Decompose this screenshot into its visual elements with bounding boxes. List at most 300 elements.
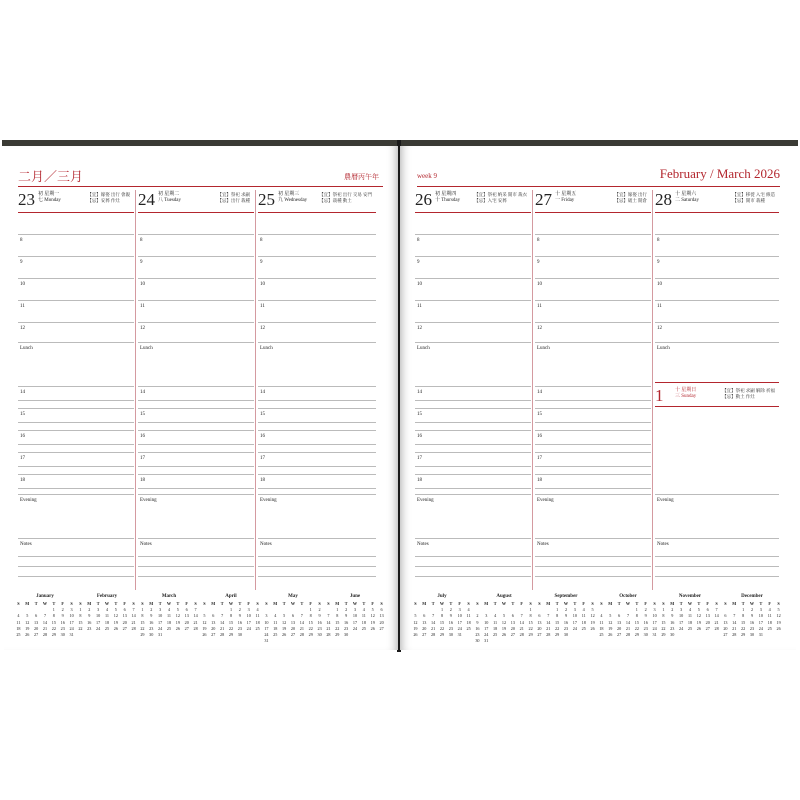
mini-calendar-day: 31 <box>758 632 763 638</box>
mini-calendar-day: 8 <box>336 613 339 619</box>
mini-calendar-day: 8 <box>742 613 745 619</box>
slot-rule <box>258 494 376 495</box>
slot-rule <box>18 494 134 495</box>
half-line <box>18 466 134 467</box>
mini-calendar-day: 26 <box>696 625 701 631</box>
mini-calendar-day: 12 <box>776 613 781 619</box>
mini-calendar-grid <box>76 601 138 632</box>
mini-calendar-day: F <box>644 601 647 606</box>
slot-rule <box>258 256 376 257</box>
mini-calendar-day: 13 <box>290 619 296 625</box>
mini-calendar-day: 3 <box>159 607 162 613</box>
lunar-year: 農曆丙午年 <box>344 173 379 181</box>
mini-calendar-day: T <box>158 601 162 606</box>
mini-calendar-day: 20 <box>537 625 542 631</box>
mini-calendar-day: 25 <box>361 625 366 631</box>
mini-calendar-grid <box>597 601 659 638</box>
mini-calendar-day: W <box>166 601 172 606</box>
mini-calendar-day: 29 <box>528 632 533 638</box>
mini-calendar-day: 4 <box>17 613 20 619</box>
mini-calendar-day: 12 <box>608 619 613 625</box>
mini-calendar-day: 30 <box>475 638 480 644</box>
time-slot-label: Notes <box>657 542 669 547</box>
day-number: 24 <box>138 190 155 209</box>
mini-calendar-day: 30 <box>749 632 755 638</box>
mini-calendar-day: 29 <box>308 632 313 638</box>
slot-rule <box>138 430 254 431</box>
mini-calendar-day: 6 <box>538 613 541 619</box>
mini-calendar-day: T <box>114 601 118 606</box>
day-weekday: 初 星期一 七 Monday <box>38 192 61 203</box>
slot-rule <box>535 474 651 475</box>
slot-rule <box>18 278 134 279</box>
mini-calendar-day: 25 <box>493 632 498 638</box>
mini-calendar-day: 25 <box>273 632 278 638</box>
mini-calendar-day: 27 <box>379 625 384 631</box>
slot-rule <box>655 234 779 235</box>
time-slot-label: 14 <box>140 390 145 395</box>
mini-calendar-day: 21 <box>431 625 436 631</box>
mini-calendar <box>262 594 324 644</box>
slot-rule <box>258 278 376 279</box>
time-slot-label: 12 <box>537 326 542 331</box>
mini-calendar-day: W <box>42 601 48 606</box>
mini-calendar-day: S <box>538 601 541 606</box>
mini-calendar-day: 31 <box>264 638 269 644</box>
mini-calendar-day: M <box>546 601 551 606</box>
day-column <box>655 190 779 590</box>
mini-calendar-day: 9 <box>61 613 64 619</box>
mini-calendar-day: 6 <box>618 613 621 619</box>
mini-calendar-day: 28 <box>546 632 551 638</box>
mini-calendar-day: 5 <box>26 613 29 619</box>
slot-rule <box>655 494 779 495</box>
slot-rule <box>18 300 134 301</box>
mini-calendar-day: 2 <box>61 607 64 613</box>
mini-calendar-day: F <box>768 601 771 606</box>
mini-calendar-day: 7 <box>327 613 330 619</box>
day-weekday: 十 星期五 一 Friday <box>555 192 577 203</box>
mini-calendar-day: 6 <box>185 607 188 613</box>
time-slot-label: 11 <box>657 304 662 309</box>
mini-calendar-day: 24 <box>96 625 101 631</box>
time-slot-label: 11 <box>20 304 25 309</box>
mini-calendar-day: 11 <box>493 619 498 625</box>
half-line <box>138 466 254 467</box>
half-line <box>138 400 254 401</box>
mini-calendar-day: 28 <box>519 632 524 638</box>
mini-calendar-day: 21 <box>732 625 737 631</box>
time-slot-label: 12 <box>260 326 265 331</box>
mini-calendars-right <box>401 594 796 650</box>
mini-calendar-day: 28 <box>131 625 136 631</box>
mini-calendar-day: 4 <box>582 607 585 613</box>
mini-calendar-day: 12 <box>370 613 375 619</box>
notes-line <box>655 576 779 577</box>
half-line <box>258 444 376 445</box>
slot-rule <box>258 342 376 343</box>
mini-calendar-day: 29 <box>634 632 639 638</box>
mini-calendar-day: 1 <box>440 607 444 613</box>
mini-calendar-day: F <box>123 601 126 606</box>
mini-calendar-day: 2 <box>671 607 674 613</box>
mini-calendar-day: 19 <box>413 625 418 631</box>
mini-calendar-day: 30 <box>344 632 349 638</box>
mini-calendar-day: 10 <box>679 613 684 619</box>
mini-calendar-day: 20 <box>422 625 427 631</box>
mini-calendar <box>659 594 721 638</box>
mini-calendar <box>473 594 535 644</box>
sunday-rule <box>655 406 779 407</box>
mini-calendar-day: T <box>176 601 180 606</box>
notes-line <box>655 556 779 557</box>
mini-calendar-day: 11 <box>599 619 604 625</box>
mini-calendar-day: 31 <box>484 638 489 644</box>
mini-calendar-day: 19 <box>370 619 375 625</box>
mini-calendar-day: 9 <box>476 619 479 625</box>
lunar-info: 【宜】嫁娶 出行 會親 【忌】安葬 作灶 <box>87 192 130 203</box>
mini-calendar-day: 10 <box>758 613 763 619</box>
mini-calendar-day: 5 <box>777 607 780 613</box>
mini-calendar-day: 7 <box>194 607 197 613</box>
mini-calendar-day: 26 <box>590 625 595 631</box>
mini-calendar-day: 27 <box>723 632 728 638</box>
mini-calendar-day: 5 <box>203 613 206 619</box>
mini-calendar-day: S <box>591 601 594 606</box>
mini-calendar <box>324 594 386 638</box>
mini-calendar-day: S <box>380 601 383 606</box>
mini-calendar-day: 8 <box>52 613 55 619</box>
mini-calendar-month: June <box>349 594 361 599</box>
mini-calendar-day: 11 <box>687 613 693 619</box>
mini-calendar-day: 5 <box>283 613 286 619</box>
mini-calendar-day: S <box>318 601 321 606</box>
mini-calendar-day: 13 <box>422 619 427 625</box>
mini-calendar <box>535 594 597 638</box>
notes-line <box>258 576 376 577</box>
mini-calendar-day: 9 <box>345 613 348 619</box>
mini-calendar-day: M <box>422 601 427 606</box>
slot-rule <box>18 408 134 409</box>
half-line <box>138 422 254 423</box>
mini-calendar-day: S <box>194 601 197 606</box>
time-slot-label: 9 <box>140 260 143 265</box>
slot-rule <box>18 322 134 323</box>
half-line <box>138 488 254 489</box>
slot-rule <box>535 322 651 323</box>
mini-calendar-day: M <box>484 601 489 606</box>
mini-calendar-day: 11 <box>361 613 366 619</box>
mini-calendar-day: 15 <box>661 619 666 625</box>
mini-calendar-day: 9 <box>318 613 321 619</box>
time-slot-label: 14 <box>417 390 422 395</box>
lunar-info: 【宜】祭祀 納采 開市 裁衣 【忌】入宅 安葬 <box>474 192 527 203</box>
mini-calendar-day: 18 <box>466 619 471 625</box>
mini-calendar-day: 4 <box>467 607 470 613</box>
time-slot-label: 18 <box>537 478 542 483</box>
mini-calendar-day: M <box>87 601 92 606</box>
mini-calendar-day: 23 <box>670 625 675 631</box>
mini-calendar-day: 28 <box>326 632 331 638</box>
time-slot-label: 12 <box>417 326 422 331</box>
day-header-rule <box>415 212 531 213</box>
mini-calendar-day: S <box>653 601 656 606</box>
time-slot-label: Lunch <box>657 346 670 351</box>
mini-calendar-day: 23 <box>60 625 65 631</box>
mini-calendar <box>138 594 200 638</box>
column-separator <box>255 190 256 590</box>
time-slot-label: 14 <box>260 390 265 395</box>
mini-calendar-day: 1 <box>635 607 638 613</box>
mini-calendar-day: 18 <box>767 619 772 625</box>
slot-rule <box>415 322 531 323</box>
slot-rule <box>18 430 134 431</box>
mini-calendar-day: 7 <box>715 607 718 613</box>
mini-calendar-day: T <box>431 601 435 606</box>
mini-calendar-day: T <box>344 601 348 606</box>
mini-calendar-day: 28 <box>193 625 198 631</box>
lunar-info: 【宜】祭祀 求嗣 【忌】出行 栽種 <box>217 192 250 203</box>
mini-calendar-day: 4 <box>600 613 603 619</box>
day-weekday: 初 星期四 十 Thursday <box>435 192 461 203</box>
mini-calendar-day: F <box>185 601 188 606</box>
mini-calendar-day: S <box>203 601 206 606</box>
slot-rule <box>535 342 651 343</box>
mini-calendar-day: 26 <box>501 632 507 638</box>
mini-calendar-day: 1 <box>79 607 82 613</box>
mini-calendar-day: 26 <box>25 632 30 638</box>
time-slot-label: 16 <box>537 434 542 439</box>
mini-calendar-day: 9 <box>564 613 568 619</box>
mini-calendar-day: 13 <box>537 619 542 625</box>
slot-rule <box>258 322 376 323</box>
sunday-header <box>655 386 779 408</box>
page-title-en: February / March 2026 <box>659 166 780 181</box>
mini-calendar-day: 24 <box>457 625 462 631</box>
mini-calendar-day: 7 <box>626 613 630 619</box>
half-line <box>535 466 651 467</box>
mini-calendar-day: 1 <box>141 607 144 613</box>
mini-calendar-month: September <box>554 594 578 599</box>
mini-calendar-day: 14 <box>42 619 48 625</box>
mini-calendar-day: 24 <box>572 625 577 631</box>
mini-calendar-day: 21 <box>625 625 631 631</box>
slot-rule <box>655 278 779 279</box>
column-separator <box>135 190 136 590</box>
mini-calendar-day: 12 <box>501 619 507 625</box>
mini-calendar-day: 4 <box>274 613 277 619</box>
time-slot-label: 12 <box>140 326 145 331</box>
mini-calendar-day: 29 <box>555 632 560 638</box>
time-slot-label: 9 <box>20 260 23 265</box>
mini-calendar-day: 15 <box>228 619 234 625</box>
mini-calendar-day: 17 <box>352 619 358 625</box>
half-line <box>535 422 651 423</box>
mini-calendar-day: 23 <box>643 625 648 631</box>
time-slot-label: Evening <box>20 498 37 503</box>
mini-calendar-day: 17 <box>246 619 251 625</box>
day-column <box>258 190 376 590</box>
mini-calendar-day: 18 <box>273 625 278 631</box>
mini-calendar-day: 7 <box>132 607 135 613</box>
mini-calendar-month: October <box>619 594 637 599</box>
mini-calendar-day: 4 <box>494 613 497 619</box>
mini-calendar-day: 8 <box>556 613 559 619</box>
mini-calendar-day: 3 <box>70 607 73 613</box>
time-slot-label: Notes <box>140 542 152 547</box>
mini-calendar-day: 12 <box>175 613 180 619</box>
day-header-rule <box>535 212 651 213</box>
notes-line <box>655 566 779 567</box>
slot-rule <box>535 408 651 409</box>
mini-calendar-day: 30 <box>563 632 569 638</box>
mini-calendar-month: December <box>741 594 763 599</box>
mini-calendar-day: 22 <box>661 625 666 631</box>
mini-calendar-day: W <box>352 601 358 606</box>
notes-line <box>415 556 531 557</box>
mini-calendar-day: T <box>282 601 286 606</box>
mini-calendar-day: 21 <box>519 625 524 631</box>
mini-calendar-day: 3 <box>485 613 488 619</box>
time-slot-label: 16 <box>260 434 265 439</box>
mini-calendar-day: S <box>467 601 470 606</box>
mini-calendar-day: 15 <box>439 619 445 625</box>
mini-calendar-day: 15 <box>528 619 533 625</box>
time-slot-label: Evening <box>140 498 157 503</box>
mini-calendar-day: 9 <box>150 613 153 619</box>
mini-calendar-day: F <box>61 601 64 606</box>
time-slot-label: 8 <box>260 238 263 243</box>
mini-calendar-day: 28 <box>714 625 719 631</box>
mini-calendar-grid <box>14 601 76 638</box>
mini-calendar-day: 9 <box>238 613 241 619</box>
mini-calendar-day: 2 <box>88 607 91 613</box>
mini-calendar-day: 9 <box>88 613 91 619</box>
mini-calendar-day: 2 <box>750 607 754 613</box>
mini-calendar-day: 15 <box>51 619 56 625</box>
mini-calendar-day: 16 <box>475 625 480 631</box>
mini-calendar-day: 12 <box>696 613 701 619</box>
mini-calendar-day: 19 <box>113 619 118 625</box>
mini-calendar-day: 1 <box>229 607 233 613</box>
time-slot-label: 15 <box>417 412 422 417</box>
mini-calendar-day: 23 <box>317 625 322 631</box>
mini-calendar-day: 3 <box>353 607 357 613</box>
mini-calendar-day: 14 <box>193 613 198 619</box>
mini-calendar-day: 10 <box>652 613 657 619</box>
mini-calendar-day: W <box>104 601 110 606</box>
mini-calendar-day: 22 <box>228 625 234 631</box>
mini-calendar-day: 29 <box>228 632 234 638</box>
mini-calendar-day: 13 <box>211 619 216 625</box>
mini-calendar-day: S <box>132 601 135 606</box>
mini-calendar-grid <box>262 601 324 644</box>
slot-rule <box>535 300 651 301</box>
notes-line <box>18 556 134 557</box>
mini-calendar-day: F <box>520 601 523 606</box>
mini-calendar-day: S <box>476 601 479 606</box>
time-slot-label: 9 <box>657 260 660 265</box>
mini-calendar-day: 7 <box>221 613 224 619</box>
mini-calendar-day: T <box>759 601 763 606</box>
half-line <box>535 444 651 445</box>
mini-calendar-day: 13 <box>723 619 728 625</box>
mini-calendar-day: 15 <box>308 619 313 625</box>
mini-calendar-day: T <box>34 601 38 606</box>
half-line <box>138 444 254 445</box>
day-weekday: 初 星期三 九 Wednesday <box>278 192 308 203</box>
mini-calendar-day: 22 <box>308 625 313 631</box>
mini-calendar-day: 8 <box>529 613 532 619</box>
mini-calendar-day: 7 <box>520 613 523 619</box>
mini-calendar-day: 10 <box>264 619 269 625</box>
mini-calendar-day: 23 <box>87 625 92 631</box>
mini-calendar-day: T <box>635 601 639 606</box>
left-page <box>4 146 398 650</box>
slot-rule <box>138 538 254 539</box>
mini-calendar-day: 24 <box>679 625 684 631</box>
mini-calendar-day: 20 <box>510 625 515 631</box>
half-line <box>18 444 134 445</box>
mini-calendar-day: 3 <box>759 607 762 613</box>
slot-rule <box>18 234 134 235</box>
slot-rule <box>258 408 376 409</box>
mini-calendar-day: 3 <box>573 607 576 613</box>
mini-calendar-day: 4 <box>167 607 171 613</box>
mini-calendar-day: 5 <box>371 607 374 613</box>
half-line <box>258 400 376 401</box>
mini-calendar-day: 13 <box>705 613 710 619</box>
mini-calendar-day: 28 <box>299 632 304 638</box>
notes-line <box>415 566 531 567</box>
mini-calendar-day: 25 <box>166 625 172 631</box>
mini-calendar <box>14 594 76 638</box>
mini-calendar-day: 17 <box>652 619 657 625</box>
time-slot-label: 10 <box>657 282 662 287</box>
mini-calendar-day: 26 <box>776 625 781 631</box>
day-header <box>415 190 531 212</box>
mini-calendar-day: M <box>670 601 675 606</box>
mini-calendar-day: 22 <box>634 625 639 631</box>
slot-rule <box>18 538 134 539</box>
mini-calendar-day: 26 <box>370 625 375 631</box>
mini-calendar-day: 15 <box>634 619 639 625</box>
mini-calendar-day: 31 <box>457 632 462 638</box>
mini-calendar-day: 16 <box>149 619 154 625</box>
mini-calendar-day: T <box>300 601 304 606</box>
mini-calendar-day: 19 <box>175 619 180 625</box>
mini-calendar-day: 25 <box>104 625 110 631</box>
mini-calendar-month: April <box>225 594 237 599</box>
mini-calendar-day: 12 <box>282 619 287 625</box>
slot-rule <box>415 342 531 343</box>
mini-calendar-month: February <box>96 594 118 599</box>
mini-calendar-day: 19 <box>590 619 595 625</box>
slot-rule <box>258 474 376 475</box>
mini-calendar-day: 14 <box>131 613 136 619</box>
mini-calendar-day: 18 <box>255 619 260 625</box>
time-slot-label: 18 <box>140 478 145 483</box>
mini-calendar-day: 21 <box>42 625 48 631</box>
mini-calendar-day: S <box>724 601 727 606</box>
mini-calendar-day: 5 <box>591 607 594 613</box>
lunar-info: 【宜】嫁娶 出行 【忌】破土 開倉 <box>614 192 647 203</box>
mini-calendar-day: M <box>273 601 278 606</box>
day-header <box>138 190 254 212</box>
time-slot-label: 10 <box>260 282 265 287</box>
mini-calendar-day: 18 <box>166 619 172 625</box>
mini-calendar-day: 23 <box>749 625 755 631</box>
